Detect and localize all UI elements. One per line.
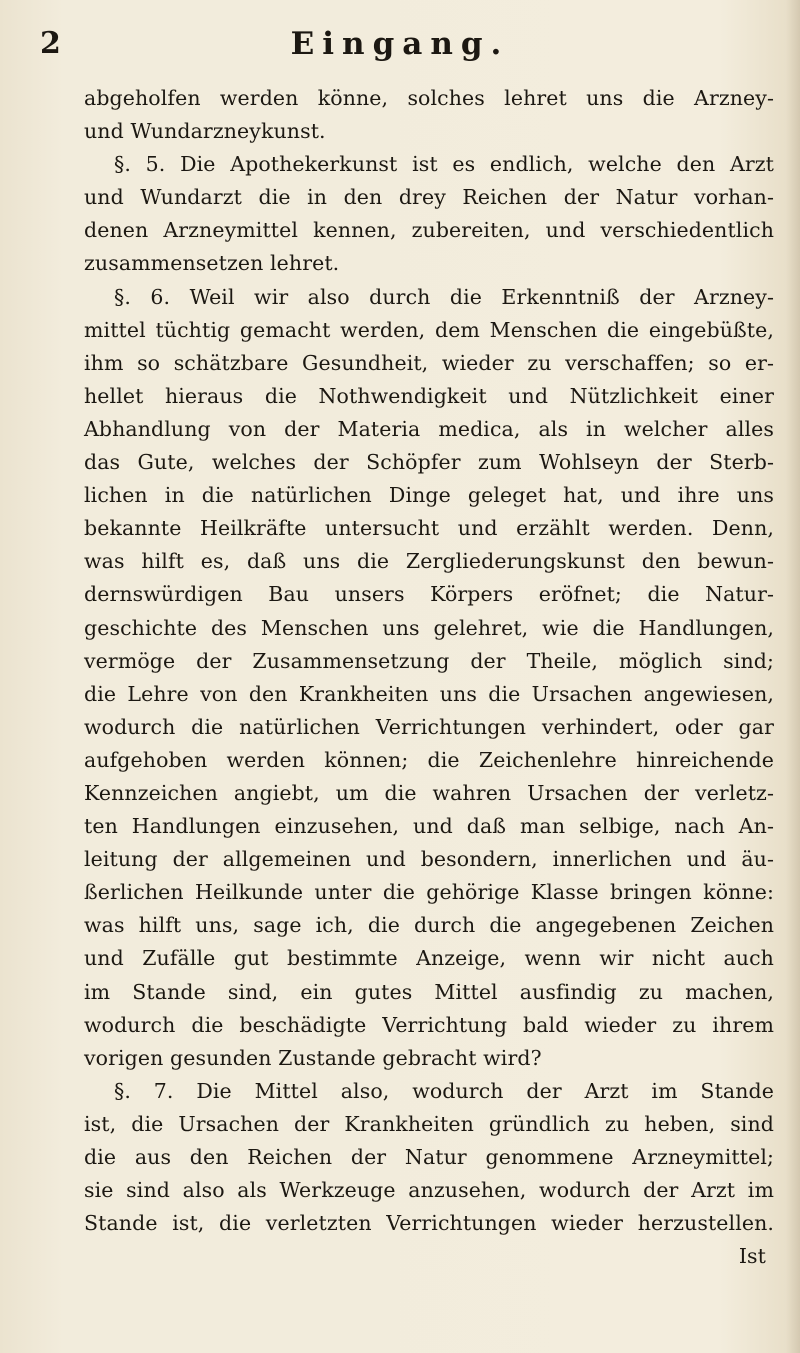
text-line: bekannte Heilkräfte untersucht und erzählt werden. Denn, xyxy=(84,516,774,541)
page-header xyxy=(40,26,760,70)
text-line: und Zufälle gut bestimmte Anzeige, wenn wir nicht auch xyxy=(84,946,774,971)
text-line: ten Handlungen einzusehen, und daß man selbige, nach An- xyxy=(84,814,774,839)
text-line: dernswürdigen Bau unsers Körpers eröfnet; die Natur- xyxy=(84,582,774,607)
text-line: leitung der allgemeinen und besondern, innerlichen und äu- xyxy=(84,847,774,872)
text-line: geschichte des Menschen uns gelehret, wie die Handlungen, xyxy=(84,615,774,640)
section-5-start: §. 5. Die Apothekerkunst ist es endlich, welche den Arzt xyxy=(114,152,774,177)
text-line: wodurch die beschädigte Verrichtung bald wieder zu ihrem xyxy=(84,1012,774,1037)
text-line: Kennzeichen angiebt, um die wahren Ursachen der verletz- xyxy=(84,780,774,805)
catchword: Ist xyxy=(738,1244,766,1269)
section-6-start: §. 6. Weil wir also durch die Erkenntniß der Arzney- xyxy=(114,284,774,309)
body-text xyxy=(84,82,774,1273)
text-line: ßerlichen Heilkunde unter die gehörige Klasse bringen könne: xyxy=(84,880,774,905)
text-line: vorigen gesunden Zustande gebracht wird? xyxy=(84,1045,542,1070)
text-line: zusammensetzen lehret. xyxy=(84,251,340,276)
text-line: ist, die Ursachen der Krankheiten gründlich zu heben, sind xyxy=(84,1111,774,1136)
text-line: im Stande sind, ein gutes Mittel ausfindig zu machen, xyxy=(84,979,774,1004)
text-line: denen Arzneymittel kennen, zubereiten, und verschiedentlich xyxy=(84,218,774,243)
text-line: was hilft uns, sage ich, die durch die angegebenen Zeichen xyxy=(84,913,774,938)
text-line: wodurch die natürlichen Verrichtungen verhindert, oder gar xyxy=(84,714,774,739)
text-line: Stande ist, die verletzten Verrichtungen wieder herzustellen. xyxy=(84,1211,774,1236)
text-line: aufgehoben werden können; die Zeichenlehre hinreichende xyxy=(84,747,774,772)
text-line: und Wundarzneykunst. xyxy=(84,119,326,144)
text-line: das Gute, welches der Schöpfer zum Wohlseyn der Sterb- xyxy=(84,450,774,475)
text-line: die Lehre von den Krankheiten uns die Ursachen angewiesen, xyxy=(84,681,774,706)
text-line: lichen in die natürlichen Dinge geleget hat, und ihre uns xyxy=(84,483,774,508)
text-line: was hilft es, daß uns die Zergliederungskunst den bewun- xyxy=(84,549,774,574)
running-head: Eingang. xyxy=(290,26,510,62)
text-line: mittel tüchtig gemacht werden, dem Menschen die eingebüßte, xyxy=(84,317,774,342)
page-number: 2 xyxy=(40,26,61,61)
section-7-start: §. 7. Die Mittel also, wodurch der Arzt im Stande xyxy=(114,1078,774,1103)
text-line: ihm so schätzbare Gesundheit, wieder zu verschaffen; so er- xyxy=(84,350,774,375)
text-line: vermöge der Zusammensetzung der Theile, möglich sind; xyxy=(84,648,774,673)
text-line: abgeholfen werden könne, solches lehret uns die Arzney- xyxy=(84,86,774,110)
text-line: hellet hieraus die Nothwendigkeit und Nützlichkeit einer xyxy=(84,383,774,408)
page-edge-shadow xyxy=(786,0,800,1353)
text-line: Abhandlung von der Materia medica, als in welcher alles xyxy=(84,416,774,441)
text-line: sie sind also als Werkzeuge anzusehen, wodurch der Arzt im xyxy=(84,1178,774,1203)
text-line: die aus den Reichen der Natur genommene Arzneymittel; xyxy=(84,1145,774,1169)
text-line: und Wundarzt die in den drey Reichen der Natur vorhan- xyxy=(84,185,774,210)
